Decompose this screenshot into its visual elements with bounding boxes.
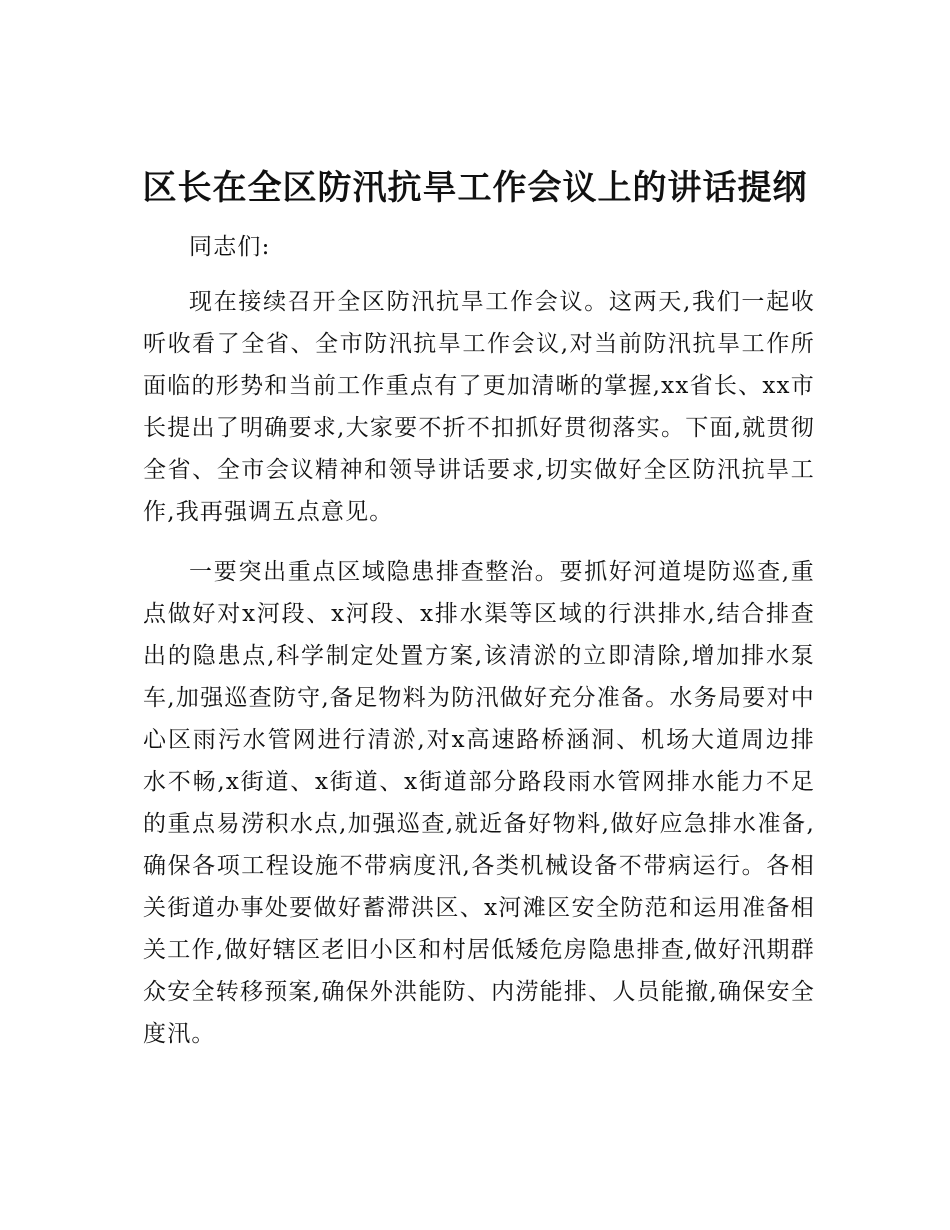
greeting: 同志们: (189, 234, 271, 260)
document-title: 区长在全区防汛抗旱工作会议上的讲话提纲 (142, 168, 808, 208)
document-body (143, 226, 815, 1055)
paragraph-point-one: 一要突出重点区域隐患排查整治。要抓好河道堤防巡查,重点做好对x河段、x河段、x排水渠等区域的行洪排水,结合排查出的隐患点,科学制定处置方案,该清淤的立即清除,增加排水泵车,加强巡查防守,备足物料为防汛做好充分准备。水务局要对中心区雨污水管网进行清淤,对x高速路桥涵洞、机场大道周边排水不畅,x街道、x街道、x街道部分路段雨水管网排水能力不足的重点易涝积水点,加强巡查,就近备好物料,做好应急排水准备,确保各项工程设施不带病度汛,各类机械设备不带病运行。各相关街道办事处要做好蓄滞洪区、x河滩区安全防范和运用准备相关工作,做好辖区老旧小区和村居低矮危房隐患排查,做好汛期群众安全转移预案,确保外洪能防、内涝能排、人员能撤,确保安全度汛。 (143, 559, 815, 1047)
paragraph-intro: 现在接续召开全区防汛抗旱工作会议。这两天,我们一起收听收看了全省、全市防汛抗旱工作会议,对当前防汛抗旱工作所面临的形势和当前工作重点有了更加清晰的掌握,xx省长、xx市长提出了明确要求,大家要不折不扣抓好贯彻落实。下面,就贯彻全省、全市会议精神和领导讲话要求,切实做好全区防汛抗旱工作,我再强调五点意见。 (143, 289, 815, 525)
